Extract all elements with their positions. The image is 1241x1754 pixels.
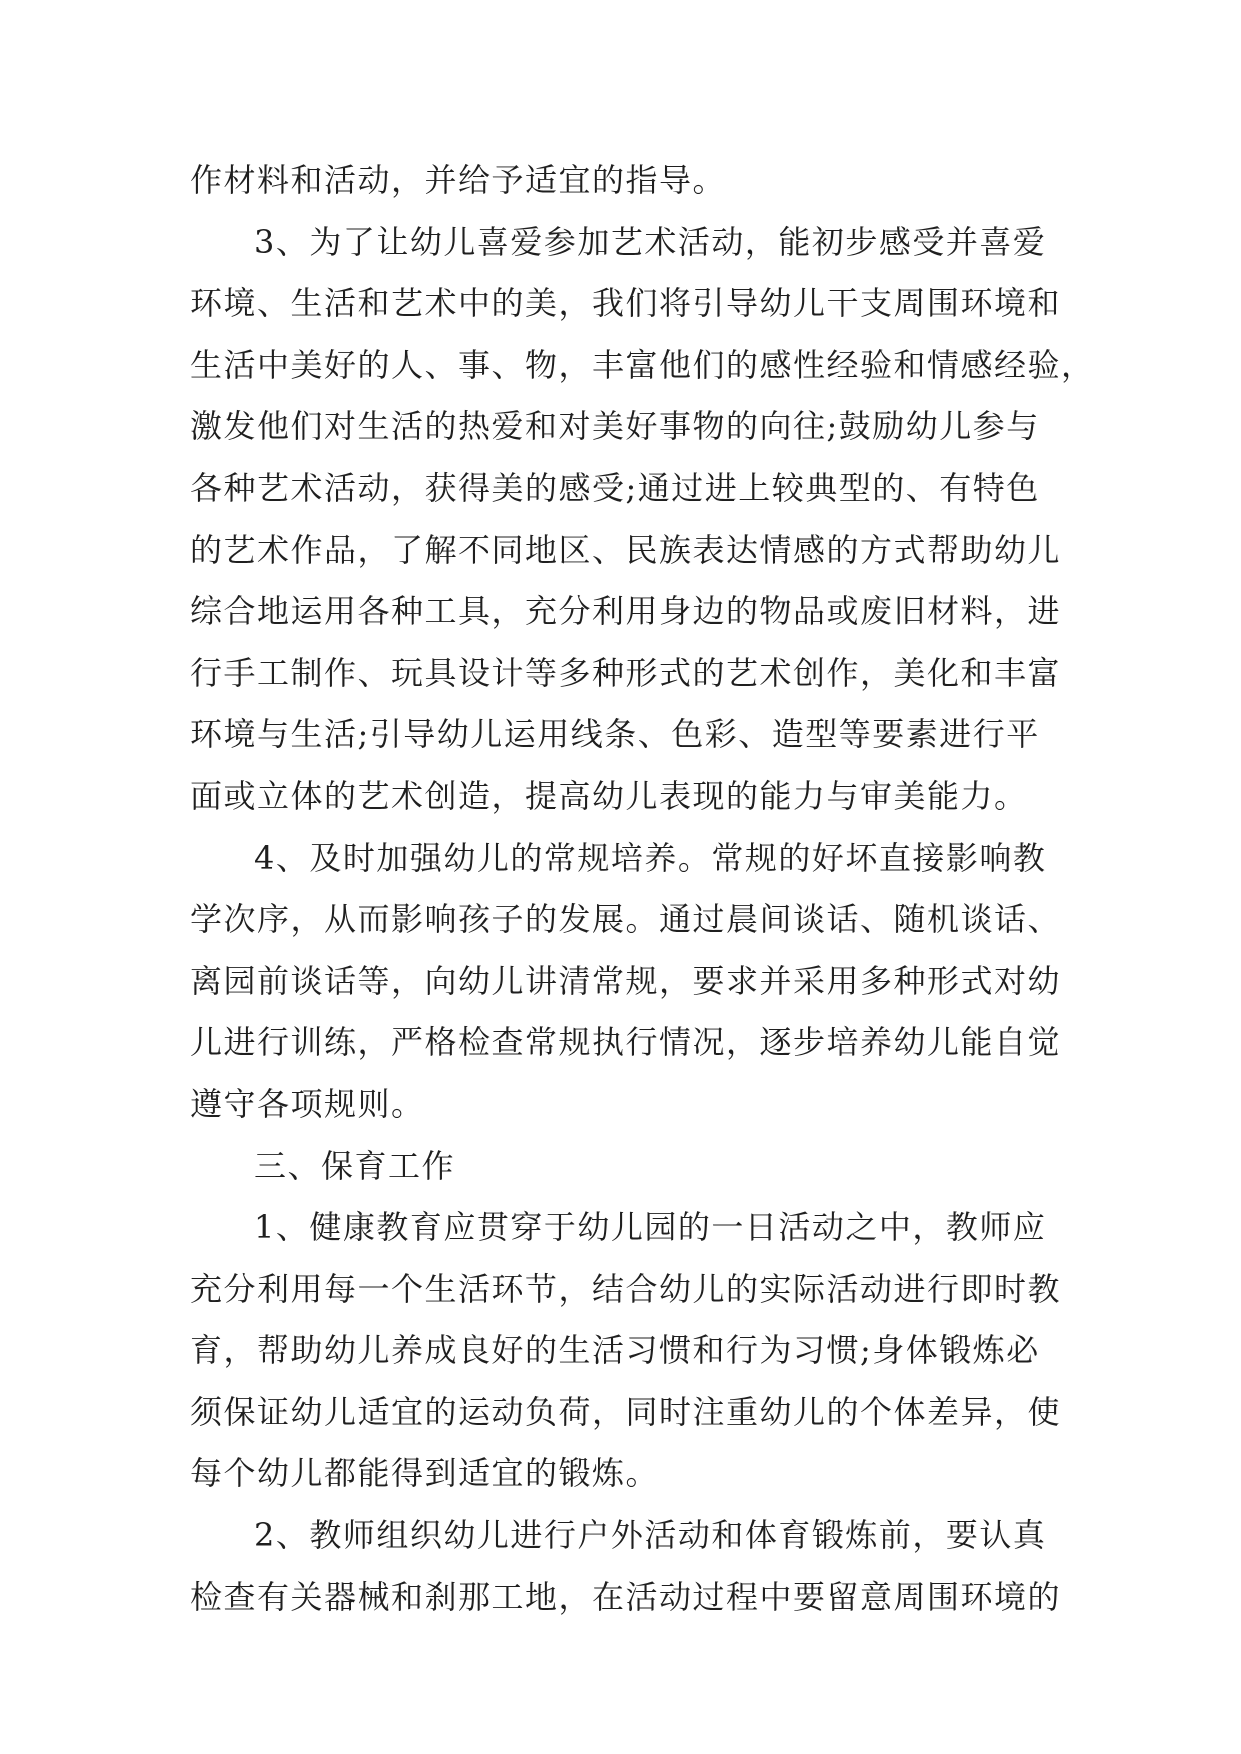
text-line: 须保证幼儿适宜的运动负荷，同时注重幼儿的个体差异，使 xyxy=(190,1392,1062,1431)
text-line: 遵守各项规则。 xyxy=(190,1084,425,1123)
text-line: 育，帮助幼儿养成良好的生活习惯和行为习惯;身体锻炼必 xyxy=(190,1331,1040,1370)
text-line: 每个幼儿都能得到适宜的锻炼。 xyxy=(190,1454,660,1493)
text-line: 环境、生活和艺术中的美，我们将引导幼儿干支周围环境和 xyxy=(190,284,1062,323)
text-line: 3、为了让幼儿喜爱参加艺术活动，能初步感受并喜爱 xyxy=(254,222,1047,261)
body-text xyxy=(190,150,1095,1628)
text-line: 检查有关器械和刹那工地，在活动过程中要留意周围环境的 xyxy=(190,1577,1062,1616)
text-line: 三、保育工作 xyxy=(254,1146,456,1185)
text-line: 综合地运用各种工具，充分利用身边的物品或废旧材料，进 xyxy=(190,592,1062,631)
text-line: 环境与生活;引导幼儿运用线条、色彩、造型等要素进行平 xyxy=(190,715,1040,754)
text-line: 的艺术作品，了解不同地区、民族表达情感的方式帮助幼儿 xyxy=(190,530,1062,569)
text-line: 学次序，从而影响孩子的发展。通过晨间谈话、随机谈话、 xyxy=(190,900,1062,939)
text-line: 离园前谈话等，向幼儿讲清常规，要求并采用多种形式对幼 xyxy=(190,961,1062,1000)
text-line: 激发他们对生活的热爱和对美好事物的向往;鼓励幼儿参与 xyxy=(190,407,1040,446)
text-line: 作材料和活动，并给予适宜的指导。 xyxy=(190,161,727,199)
text-line: 生活中美好的人、事、物，丰富他们的感性经验和情感经验， xyxy=(190,345,1095,384)
text-line: 1、健康教育应贯穿于幼儿园的一日活动之中，教师应 xyxy=(254,1208,1047,1247)
text-line: 各种艺术活动，获得美的感受;通过进上较典型的、有特色 xyxy=(190,468,1040,507)
text-line: 2、教师组织幼儿进行户外活动和体育锻炼前，要认真 xyxy=(254,1516,1047,1555)
text-line: 充分利用每一个生活环节，结合幼儿的实际活动进行即时教 xyxy=(190,1269,1062,1308)
text-line: 行手工制作、玩具设计等多种形式的艺术创作，美化和丰富 xyxy=(190,653,1062,692)
text-line: 面或立体的艺术创造，提高幼儿表现的能力与审美能力。 xyxy=(190,776,1028,815)
text-line: 儿进行训练，严格检查常规执行情况，逐步培养幼儿能自觉 xyxy=(190,1023,1062,1062)
text-line: 4、及时加强幼儿的常规培养。常规的好坏直接影响教 xyxy=(254,838,1047,877)
